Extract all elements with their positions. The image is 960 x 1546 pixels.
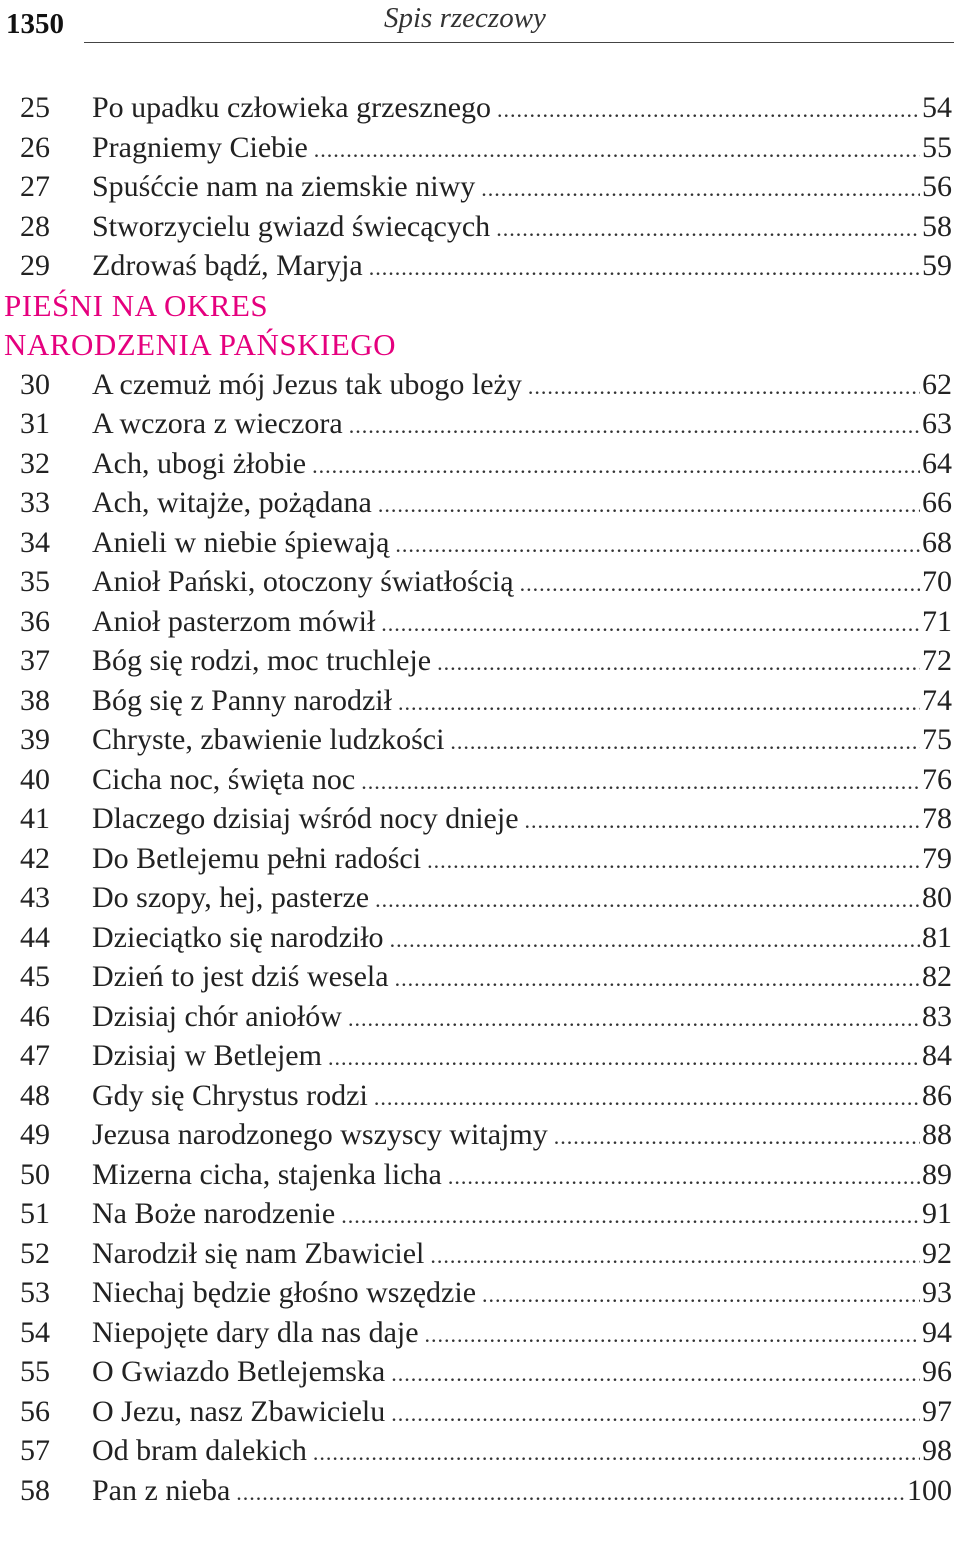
toc-entry[interactable] [0,1273,960,1313]
entry-page-number: 63 [922,407,952,440]
entry-title: Dzień to jest dziś wesela [92,960,389,993]
entry-number: 52 [20,1236,50,1270]
dot-leader [348,999,920,1039]
entry-page-number: 82 [922,960,952,993]
entry-number: 55 [20,1355,50,1388]
entry-title: Zdrowaś bądź, Maryja [92,249,363,282]
entry-line [92,1036,952,1078]
entry-page-number: 100 [907,1473,952,1507]
entry-line [92,918,952,960]
entry-title: Mizerna cicha, stajenka licha [92,1157,442,1191]
entry-line [92,365,952,407]
dot-leader [497,90,920,130]
entry-number: 43 [20,881,50,914]
entry-title: Niepojęte dary dla nas daje [92,1315,419,1349]
entry-page-number: 79 [922,841,952,875]
entry-page-number: 54 [922,91,952,124]
toc-entry[interactable] [0,207,960,247]
entry-number: 25 [20,91,50,124]
entry-title: Anieli w niebie śpiewają [92,525,390,559]
entry-line [92,483,952,525]
toc-entry[interactable] [0,483,960,523]
entry-title: Spuśćcie nam na ziemskie niwy [92,170,476,203]
entry-page-number: 72 [922,644,952,677]
dot-leader [520,564,920,604]
entry-number: 47 [20,1039,50,1072]
entry-page-number: 89 [922,1157,952,1191]
dot-leader [391,1354,920,1394]
toc-entry[interactable] [0,1036,960,1076]
entry-number: 51 [20,1197,50,1230]
entry-page-number: 91 [922,1197,952,1230]
entry-number: 44 [20,920,50,954]
dot-leader [391,1394,920,1434]
entry-line [92,1313,952,1355]
toc-entry[interactable] [0,997,960,1037]
entry-page-number: 96 [922,1355,952,1388]
entry-number: 35 [20,565,50,598]
dot-leader [395,959,920,999]
entry-page-number: 80 [922,881,952,914]
page-number: 1350 [6,8,64,40]
table-of-contents [0,88,960,1510]
entry-title: Cicha noc, święta noc [92,762,356,796]
toc-entry[interactable] [0,88,960,128]
dot-leader [236,1473,905,1513]
entry-title: Anioł Pański, otoczony światłością [92,565,514,598]
entry-number: 26 [20,130,50,164]
dot-leader [375,880,920,920]
toc-entry[interactable] [0,1234,960,1274]
section-heading: NARODZENIA PAŃSKIEGO [4,327,397,362]
dot-leader [525,801,920,841]
entry-number: 37 [20,644,50,677]
entry-line [92,760,952,802]
dot-leader [361,762,920,802]
dot-leader [427,841,920,881]
entry-page-number: 58 [922,209,952,243]
entry-page-number: 56 [922,170,952,203]
entry-title: Na Boże narodzenie [92,1197,336,1230]
entry-page-number: 84 [922,1039,952,1072]
entry-number: 57 [20,1434,50,1467]
dot-leader [341,1196,920,1236]
dot-leader [378,485,920,525]
entry-line [92,1115,952,1157]
entry-number: 41 [20,802,50,835]
dot-leader [554,1117,920,1157]
toc-entry[interactable] [0,246,960,286]
entry-line [92,1155,952,1197]
entry-title: Do szopy, hej, pasterze [92,881,370,914]
entry-title: Od bram dalekich [92,1434,307,1467]
entry-title: Pragniemy Ciebie [92,130,308,164]
toc-entry[interactable] [0,1471,960,1511]
entry-title: A czemuż mój Jezus tak ubogo leży [92,367,522,401]
running-title: Spis rzeczowy [384,2,546,34]
entry-line [92,167,952,209]
entry-title: Dzisiaj chór aniołów [92,999,342,1033]
entry-number: 58 [20,1473,50,1507]
entry-number: 53 [20,1276,50,1309]
entry-line [92,1234,952,1276]
toc-entry[interactable] [0,918,960,958]
entry-page-number: 81 [922,920,952,954]
toc-entry[interactable] [0,681,960,721]
entry-title: Narodził się nam Zbawiciel [92,1236,425,1270]
dot-leader [369,248,920,288]
section-heading: PIEŚNI NA OKRES [4,287,269,323]
entry-number: 46 [20,999,50,1033]
entry-line [92,720,952,762]
entry-page-number: 59 [922,249,952,282]
dot-leader [395,525,920,565]
dot-leader [425,1315,920,1355]
entry-page-number: 68 [922,525,952,559]
entry-line [92,1471,952,1513]
entry-page-number: 78 [922,802,952,835]
toc-entry[interactable] [0,562,960,602]
entry-number: 36 [20,604,50,638]
entry-page-number: 93 [922,1276,952,1309]
toc-entry[interactable] [0,1115,960,1155]
header-rule [84,42,954,43]
entry-number: 56 [20,1394,50,1428]
entry-line [92,997,952,1039]
entry-title: Jezusa narodzonego wszyscy witajmy [92,1118,548,1151]
entry-line [92,444,952,486]
entry-title: A wczora z wieczora [92,407,343,440]
entry-page-number: 74 [922,683,952,717]
entry-title: Dzisiaj w Betlejem [92,1039,322,1072]
entry-title: Niechaj będzie głośno wszędzie [92,1276,477,1309]
toc-entry[interactable] [0,1194,960,1234]
entry-line [92,1352,952,1394]
entry-line [92,1431,952,1473]
entry-title: Ach, witajże, pożądana [92,486,372,519]
entry-line [92,88,952,130]
entry-line [92,246,952,288]
entry-line [92,128,952,170]
toc-entry[interactable] [0,1392,960,1432]
entry-page-number: 97 [922,1394,952,1428]
dot-leader [430,1236,920,1276]
entry-number: 30 [20,367,50,401]
toc-entry[interactable] [0,167,960,207]
entry-line [92,562,952,604]
toc-entry[interactable] [0,1431,960,1471]
entry-line [92,641,952,683]
entry-page-number: 64 [922,446,952,480]
entry-line [92,207,952,249]
entry-title: Anioł pasterzom mówił [92,604,376,638]
entry-number: 33 [20,486,50,519]
entry-number: 29 [20,249,50,282]
entry-number: 40 [20,762,50,796]
entry-page-number: 66 [922,486,952,519]
entry-page-number: 55 [922,130,952,164]
entry-title: Gdy się Chrystus rodzi [92,1078,368,1112]
entry-line [92,1076,952,1118]
entry-page-number: 92 [922,1236,952,1270]
entry-number: 42 [20,841,50,875]
dot-leader [448,1157,920,1197]
entry-title: O Gwiazdo Betlejemska [92,1355,386,1388]
toc-entry[interactable] [0,1352,960,1392]
entry-page-number: 70 [922,565,952,598]
toc-entry[interactable] [0,128,960,168]
entry-page-number: 75 [922,723,952,756]
dot-leader [374,1078,920,1118]
entry-title: Dzieciątko się narodziło [92,920,384,954]
toc-entry[interactable] [0,878,960,918]
toc-entry[interactable] [0,839,960,879]
entry-page-number: 76 [922,762,952,796]
dot-leader [390,920,920,960]
entry-page-number: 86 [922,1078,952,1112]
dot-leader [312,446,920,486]
entry-title: O Jezu, nasz Zbawicielu [92,1394,386,1428]
entry-line [92,799,952,841]
toc-entry[interactable] [0,720,960,760]
toc-entry[interactable] [0,1076,960,1116]
entry-number: 31 [20,407,50,440]
dot-leader [496,209,920,249]
entry-title: Po upadku człowieka grzesznego [92,91,492,124]
entry-number: 39 [20,723,50,756]
entry-title: Do Betlejemu pełni radości [92,841,422,875]
dot-leader [398,683,920,723]
entry-number: 49 [20,1118,50,1151]
dot-leader [450,722,920,762]
toc-entry[interactable] [0,444,960,484]
page-header [0,0,960,46]
entry-number: 27 [20,170,50,203]
toc-entry[interactable] [0,365,960,405]
dot-leader [482,1275,920,1315]
entry-line [92,404,952,446]
entry-line [92,1392,952,1434]
entry-page-number: 88 [922,1118,952,1151]
toc-entry[interactable] [0,760,960,800]
dot-leader [381,604,920,644]
entry-page-number: 83 [922,999,952,1033]
entry-page-number: 98 [922,1434,952,1467]
entry-page-number: 94 [922,1315,952,1349]
toc-entry[interactable] [0,523,960,563]
toc-entry[interactable] [0,602,960,642]
entry-page-number: 71 [922,604,952,638]
entry-number: 50 [20,1157,50,1191]
entry-page-number: 62 [922,367,952,401]
dot-leader [437,643,920,683]
entry-line [92,523,952,565]
entry-title: Pan z nieba [92,1473,231,1507]
toc-entry[interactable] [0,1155,960,1195]
entry-number: 45 [20,960,50,993]
entry-number: 32 [20,446,50,480]
dot-leader [328,1038,920,1078]
entry-title: Stworzycielu gwiazd świecących [92,209,491,243]
entry-title: Chryste, zbawienie ludzkości [92,723,445,756]
entry-number: 34 [20,525,50,559]
dot-leader [481,169,920,209]
entry-title: Dlaczego dzisiaj wśród nocy dnieje [92,802,519,835]
toc-entry[interactable] [0,1313,960,1353]
entry-number: 38 [20,683,50,717]
entry-title: Bóg się z Panny narodził [92,683,392,717]
entry-line [92,602,952,644]
toc-entry[interactable] [0,957,960,997]
entry-line [92,957,952,999]
dot-leader [528,367,920,407]
entry-line [92,878,952,920]
toc-entry[interactable] [0,641,960,681]
dot-leader [314,130,920,170]
entry-line [92,1194,952,1236]
toc-entry[interactable] [0,404,960,444]
dot-leader [349,406,920,446]
entry-number: 54 [20,1315,50,1349]
entry-title: Ach, ubogi żłobie [92,446,307,480]
entry-number: 28 [20,209,50,243]
entry-line [92,1273,952,1315]
entry-line [92,681,952,723]
entry-line [92,839,952,881]
entry-title: Bóg się rodzi, moc truchleje [92,644,432,677]
dot-leader [313,1433,920,1473]
entry-number: 48 [20,1078,50,1112]
toc-entry[interactable] [0,799,960,839]
